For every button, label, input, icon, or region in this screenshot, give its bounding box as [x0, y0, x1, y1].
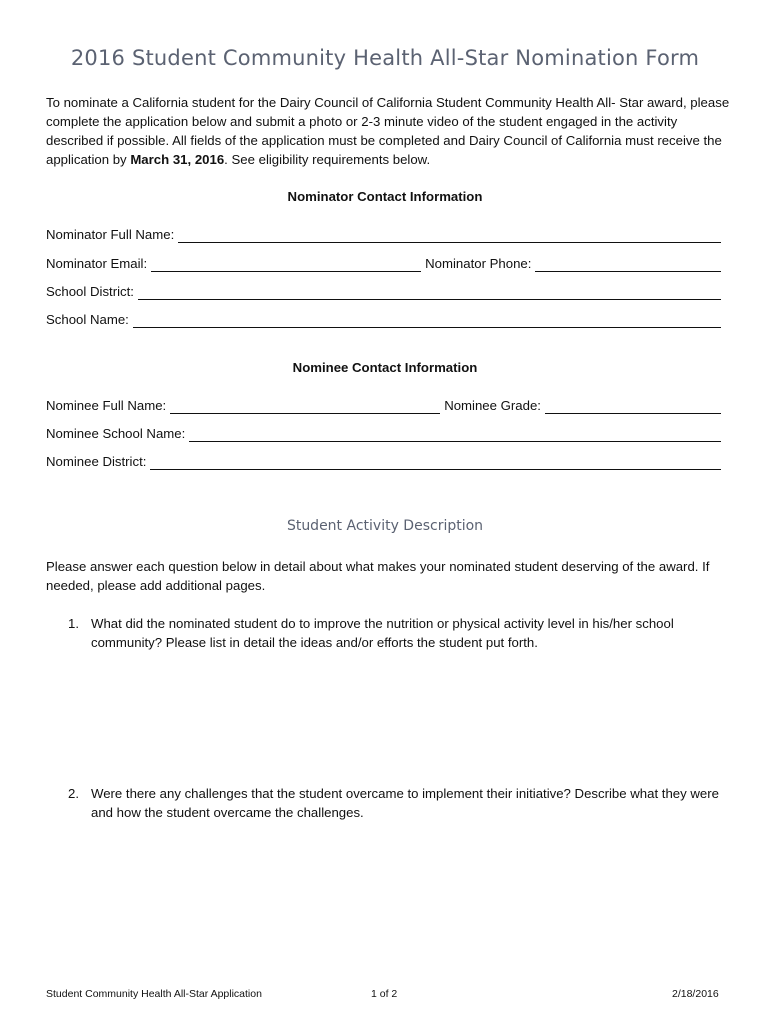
- school-district-row: [46, 284, 721, 300]
- nominator-email-phone-row: [46, 256, 721, 272]
- school-name-label: School Name:: [46, 312, 129, 327]
- footer-date: 2/18/2016: [672, 988, 719, 1000]
- intro-text-end: . See eligibility requirements below.: [224, 152, 431, 167]
- school-name-row: [46, 312, 721, 328]
- deadline-date: March 31, 2016: [130, 152, 225, 167]
- nominator-phone-label: Nominator Phone:: [425, 256, 532, 271]
- nominee-full-name-label: Nominee Full Name:: [46, 398, 167, 413]
- question-number: 1.: [68, 616, 79, 631]
- question-item: [68, 614, 728, 652]
- nominee-district-label: Nominee District:: [46, 454, 147, 469]
- nominee-full-name-field[interactable]: [170, 400, 440, 414]
- activity-instructions: Please answer each question below in detail about what makes your nominated student deserving of the award. If needed, please add additional pages.: [46, 559, 710, 593]
- school-district-label: School District:: [46, 284, 134, 299]
- footer-page-number: 1 of 2: [371, 988, 398, 1000]
- nominee-name-grade-row: [46, 398, 721, 414]
- nominee-district-field[interactable]: [150, 456, 721, 470]
- school-name-field[interactable]: [133, 314, 721, 328]
- school-district-field[interactable]: [138, 286, 721, 300]
- nominee-grade-field[interactable]: [545, 400, 721, 414]
- question-text: Were there any challenges that the student overcame to implement their initiative? Describe what they were and how the student overcame the challenges.: [91, 786, 719, 820]
- nominee-school-label: Nominee School Name:: [46, 426, 186, 441]
- nominee-school-field[interactable]: [189, 428, 721, 442]
- nominee-grade-label: Nominee Grade:: [444, 398, 541, 413]
- nominator-full-name-row: [46, 227, 721, 243]
- question-number: 2.: [68, 786, 79, 801]
- intro-paragraph: [46, 93, 736, 169]
- nominee-school-row: [46, 426, 721, 442]
- nominee-district-row: [46, 454, 721, 470]
- nominator-email-label: Nominator Email:: [46, 256, 148, 271]
- question-text: What did the nominated student do to improve the nutrition or physical activity level in his/her school community? Please list in detail the ideas and/or efforts the student put forth.: [91, 616, 674, 650]
- nominator-heading: Nominator Contact Information: [287, 189, 483, 204]
- footer-title: Student Community Health All-Star Application: [46, 988, 262, 1000]
- nominator-phone-field[interactable]: [535, 258, 721, 272]
- form-title: 2016 Student Community Health All-Star Nomination Form: [70, 46, 700, 70]
- question-item: [68, 784, 728, 822]
- nominator-full-name-label: Nominator Full Name:: [46, 227, 175, 242]
- nominee-heading: Nominee Contact Information: [292, 360, 478, 375]
- nominator-full-name-field[interactable]: [178, 229, 721, 243]
- nominator-email-field[interactable]: [151, 258, 421, 272]
- activity-heading: Student Activity Description: [286, 518, 484, 534]
- intro-text: To nominate a California student for the Dairy Council of California Student Community Health All- Star award, please complete the application below and submit a photo or 2-3 minute video of the student engaged in the activity described if possible. All fields of the application must be completed and Dairy Council of California must receive the application by: [46, 95, 730, 167]
